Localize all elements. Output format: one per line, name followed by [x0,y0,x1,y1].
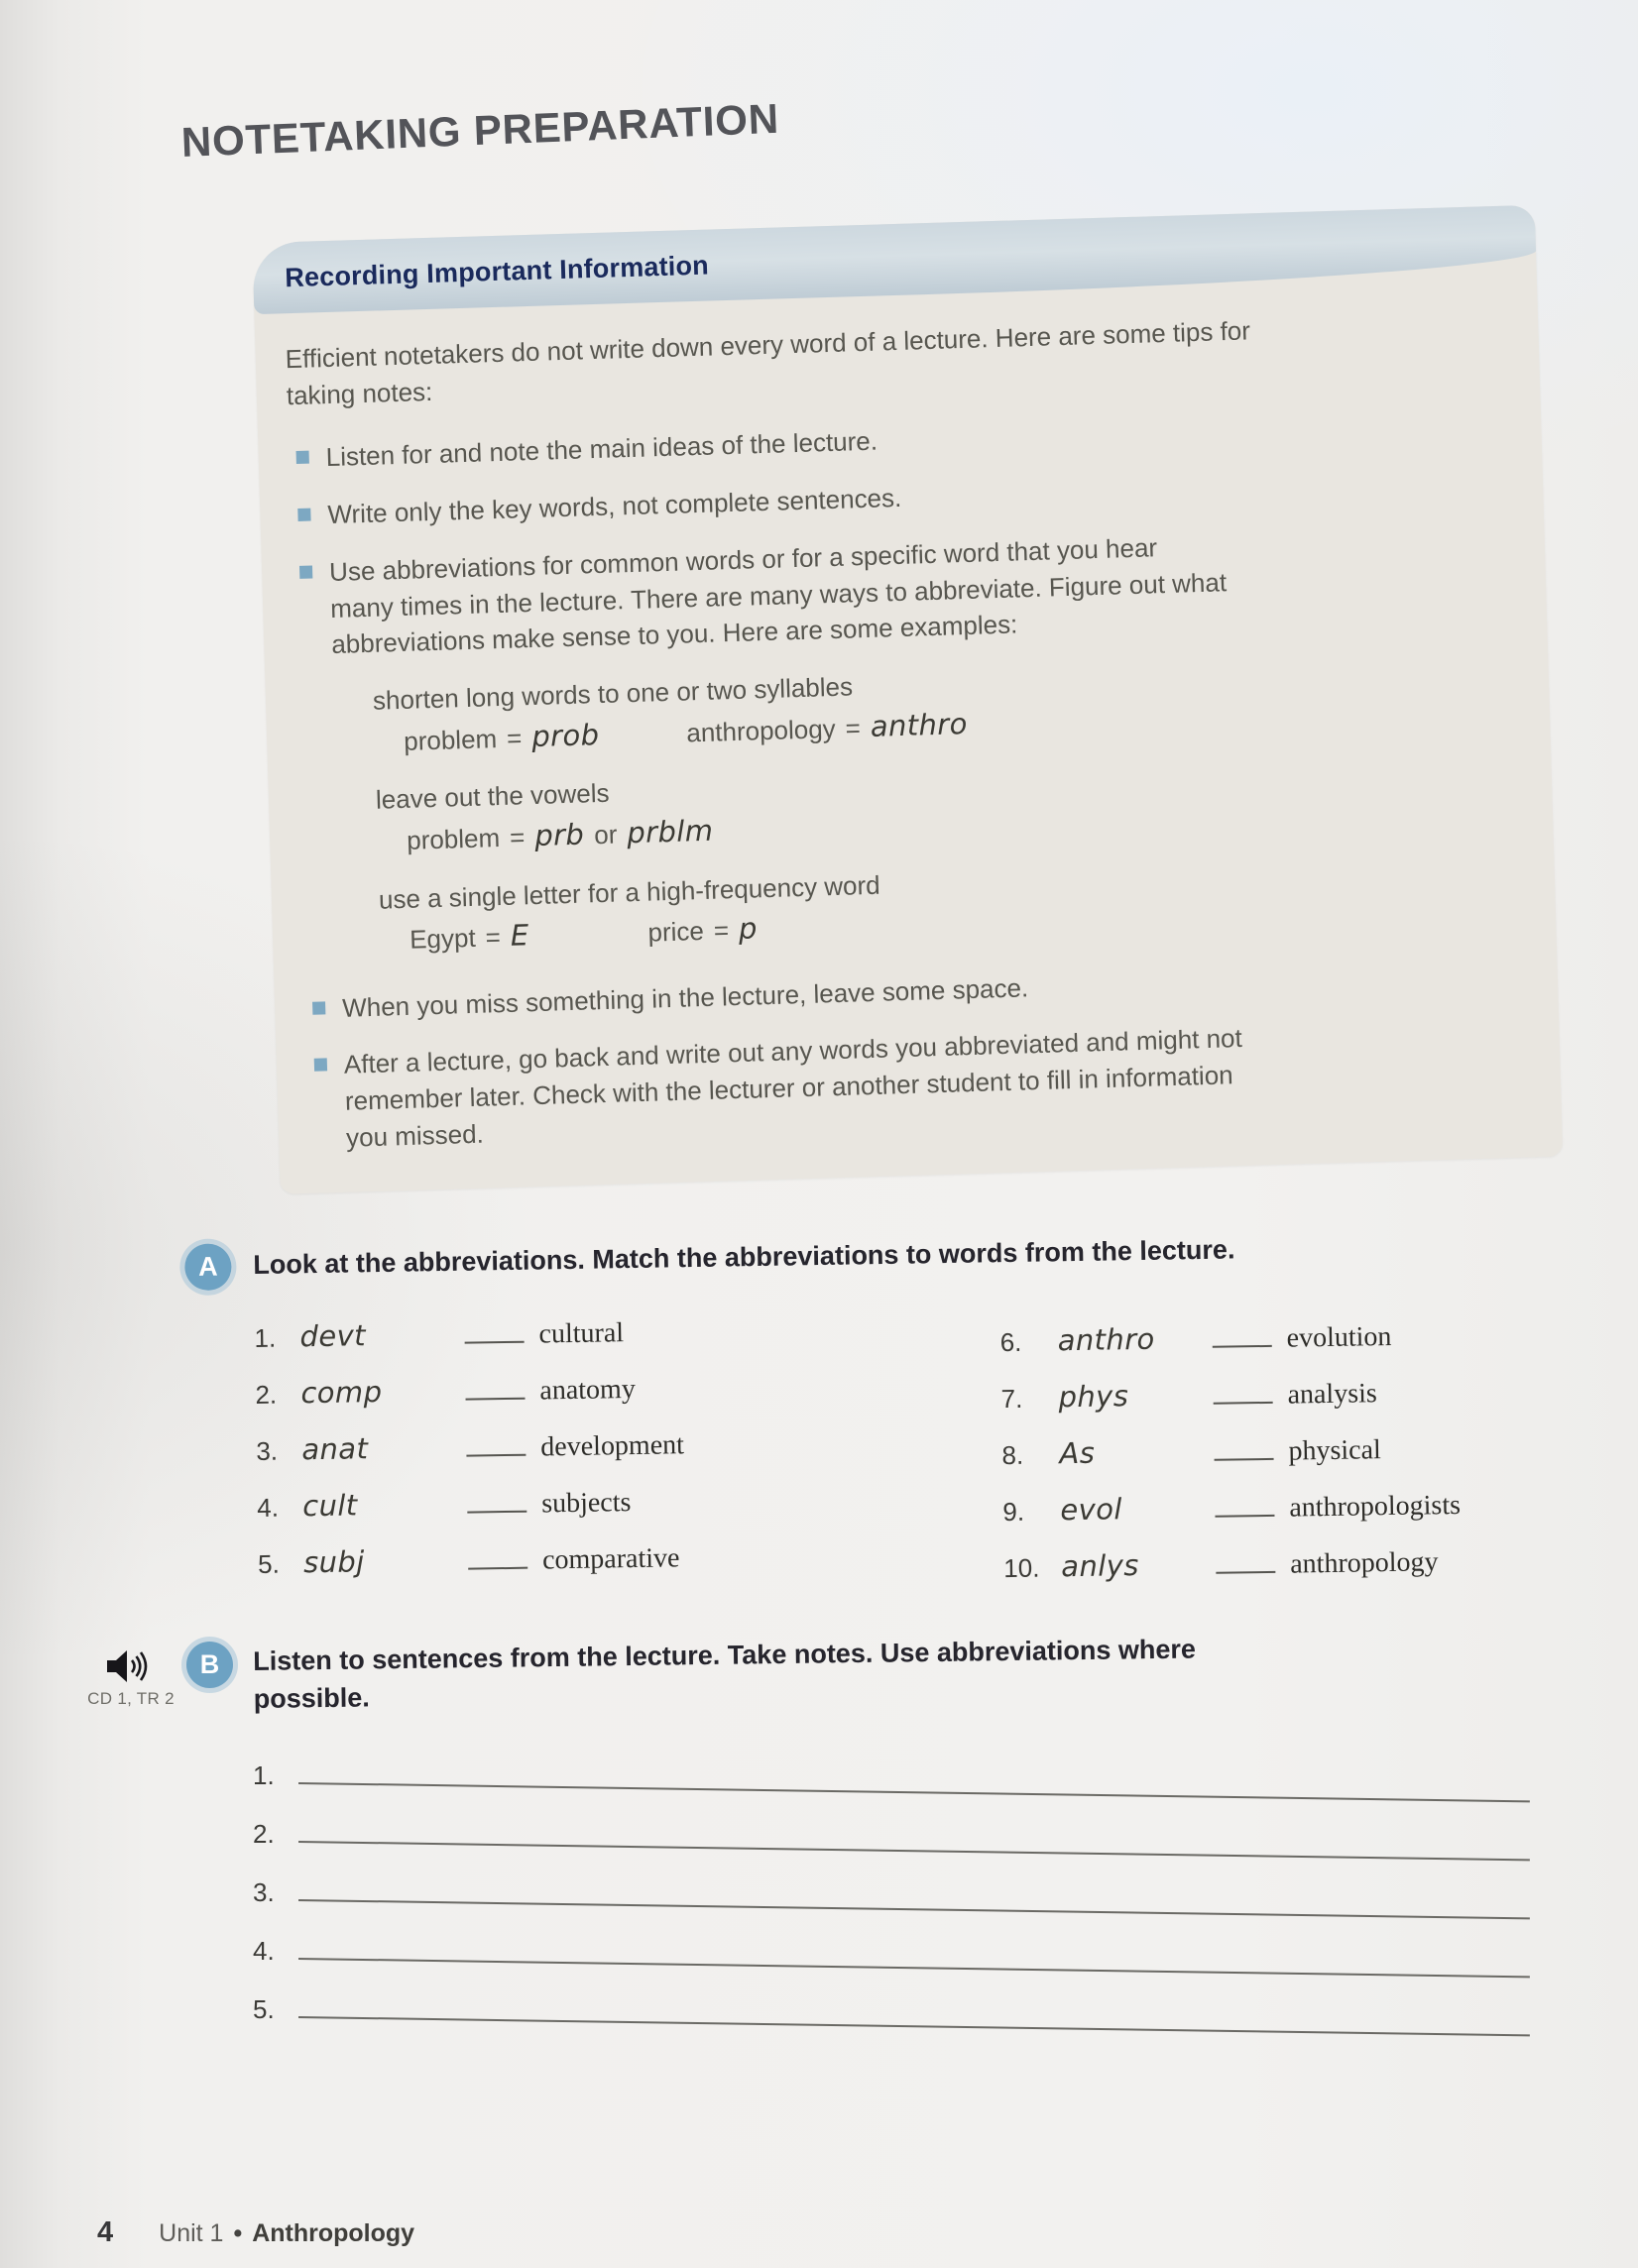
square-bullet-icon [297,508,310,520]
page-title: NOTETAKING PREPARATION [180,94,780,166]
match-word: cultural [538,1317,625,1350]
speaker-icon [103,1645,159,1687]
item-number: 8. [1001,1439,1024,1471]
tip-bullet-text: When you miss something in the lecture, leave some space. [341,971,1029,1023]
example-label: shorten long words to one or two syllables [372,671,854,717]
line-number: 3. [253,1877,275,1907]
example-abbreviation: E [510,918,530,954]
square-bullet-icon [299,565,312,578]
abbreviation: comp [300,1374,383,1411]
tip-bullet-text: After a lecture, go back and write out any words you abbreviated and might not remember later. Check with the lecturer or another student to fill in information you missed. [343,1023,1243,1154]
tip-box-body [254,277,1563,1194]
exercise-a [0,1219,1638,1642]
answer-line [298,1946,1530,1978]
answer-blank [1213,1390,1272,1405]
tip-bullet [304,955,1519,1027]
answer-blank [1215,1503,1274,1518]
write-line [253,1994,1530,2053]
square-bullet-icon [296,450,309,463]
item-number: 1. [254,1322,277,1353]
tip-bullet-text: Listen for and note the main ideas of the lecture. [325,425,878,472]
match-row [999,1317,1458,1359]
item-number: 10. [1003,1552,1040,1584]
example-abbreviation: anthro [870,707,969,744]
match-row [1001,1430,1460,1472]
match-row [1002,1487,1461,1529]
match-word: comparative [541,1542,680,1576]
tip-bullet-text: Write only the key words, not complete sentences. [326,482,902,529]
unit-topic: Anthropology [252,2219,415,2247]
line-number: 2. [253,1819,275,1849]
item-number: 5. [257,1548,281,1579]
write-line [253,1877,1530,1936]
spacer [600,742,687,745]
tip-bullet [288,404,1502,477]
match-word: anthropology [1290,1546,1439,1580]
equals-sign: = [713,915,730,947]
answer-line [298,1829,1530,1861]
page-number: 4 [97,2216,114,2248]
answer-blank [465,1386,525,1401]
answer-blank [464,1329,524,1344]
answer-line [298,1770,1530,1802]
item-number: 6. [999,1326,1022,1358]
line-number: 1. [253,1760,275,1790]
answer-blank [466,1442,526,1457]
tip-box-header: Recording Important Information [252,205,1537,314]
example-abbreviation: prob [530,718,600,754]
match-row [255,1370,683,1412]
matching-column-left [254,1313,686,1603]
match-row [1003,1543,1462,1585]
tip-bullet [305,1012,1522,1158]
example-word: Egypt [409,923,477,956]
answer-line [298,2004,1530,2036]
abbreviation: devt [299,1318,367,1354]
abbreviation: cult [301,1488,358,1524]
match-word: development [540,1429,685,1463]
square-bullet-icon [312,1001,325,1014]
exercise-b [0,1634,1638,2109]
answer-blank [467,1499,526,1514]
match-word: subjects [540,1487,632,1520]
notetaking-lines [253,1760,1530,2053]
spacer [529,942,648,946]
answer-blank [1213,1333,1272,1348]
example-group [378,848,1516,961]
exercise-b-instructions: Listen to sentences from the lecture. Take notes. Use abbreviations where possible. [253,1634,1197,1714]
example-abbreviation: p [738,911,759,947]
example-word: anthropology [685,714,837,748]
abbreviation: evol [1060,1492,1123,1528]
abbreviation: anlys [1060,1548,1139,1584]
audio-track-label: CD 1, TR 2 [87,1689,175,1708]
unit-label: Unit 1 [159,2219,224,2247]
exercise-a-badge: A [184,1243,232,1291]
match-word: evolution [1286,1320,1392,1354]
tip-bullet [290,462,1504,534]
equals-sign: = [485,922,502,953]
match-word: analysis [1287,1378,1378,1411]
answer-blank [1216,1559,1275,1574]
match-row [256,1426,684,1468]
equals-sign: = [506,723,523,754]
equals-sign: = [845,713,862,743]
answer-blank [468,1555,527,1570]
matching-column-right [999,1317,1462,1607]
write-line [253,1936,1530,1994]
match-row [1000,1374,1459,1416]
match-word: anthropologists [1289,1489,1462,1524]
exercise-a-instructions: Look at the abbreviations. Match the abbreviations to words from the lecture. [253,1234,1235,1280]
abbreviation: anthro [1057,1321,1155,1358]
abbreviation: phys [1058,1379,1129,1415]
example-connector: or [593,819,618,850]
abbreviation: anat [301,1431,369,1467]
footer-separator-dot: • [233,2219,243,2247]
abbreviation-examples [373,649,1517,961]
answer-line [298,1887,1530,1919]
example-group [375,748,1513,861]
match-row [257,1483,685,1525]
equals-sign: = [509,822,526,853]
abbreviation: subj [302,1544,365,1580]
example-label: leave out the vowels [375,778,610,816]
match-row [258,1539,686,1581]
tip-bullet [292,518,1508,664]
tip-box-intro: Efficient notetakers do not write down every word of a lecture. Here are some tips for taking notes: [285,315,1251,411]
item-number: 4. [256,1492,280,1523]
example-group [373,649,1511,762]
example-word: problem [403,724,498,757]
example-abbreviation: prb [533,817,585,853]
match-word: physical [1288,1434,1382,1467]
example-abbreviation: prblm [626,813,714,850]
write-line [253,1760,1530,1819]
match-word: anatomy [539,1373,637,1407]
item-number: 2. [255,1379,278,1410]
item-number: 9. [1002,1496,1025,1528]
tip-box [252,205,1563,1194]
example-word: price [647,916,705,949]
exercise-b-badge: B [186,1642,233,1688]
line-number: 4. [253,1936,275,1966]
example-label: use a single letter for a high-frequency word [378,869,881,915]
audio-cue [65,1645,196,1709]
example-word: problem [406,823,501,856]
abbreviation: As [1059,1435,1096,1471]
line-number: 5. [253,1994,275,2024]
item-number: 3. [256,1435,279,1466]
tip-bullet-text: Use abbreviations for common words or for a specific word that you hear many times in the lecture. There are many ways to abbreviate. Figure out what abbreviations make sense to you. Here are some examples: [328,531,1228,660]
page-footer [97,2216,414,2249]
write-line [253,1819,1530,1877]
matching-grid [254,1300,1563,1584]
square-bullet-icon [314,1059,327,1072]
item-number: 7. [1000,1383,1023,1415]
answer-blank [1214,1446,1273,1461]
match-row [254,1313,682,1355]
